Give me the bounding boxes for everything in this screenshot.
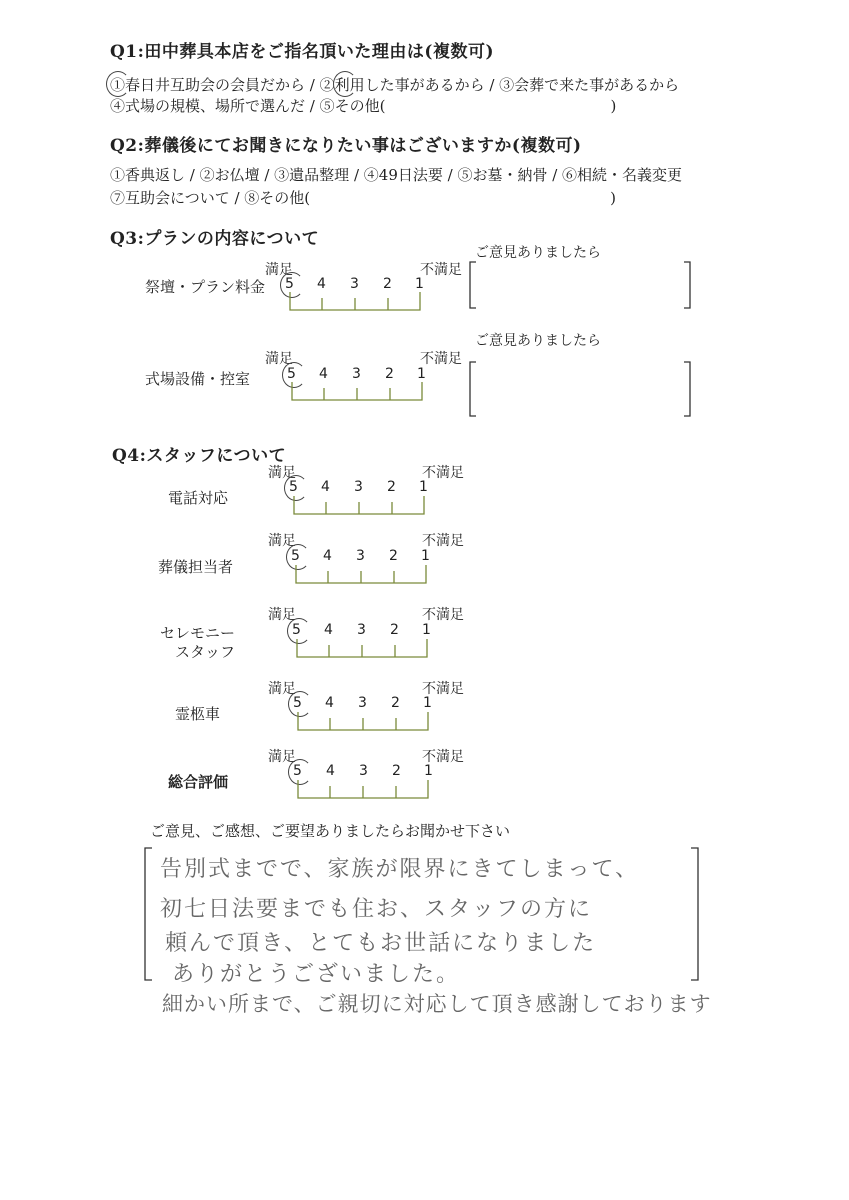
selection-circle-q1-1 xyxy=(106,71,130,97)
handwritten-line-5: 細かい所まで、ご親切に対応して頂き感謝しております xyxy=(162,992,712,1016)
q1-options-line1[interactable]: ①春日井互助会の会員だから / ②利用した事があるから / ③会葬で来た事があるから xyxy=(110,76,680,94)
comment-box-bracket[interactable] xyxy=(468,360,693,418)
rating-option-1[interactable]: 1 xyxy=(423,695,432,711)
rating-low-label: 不満足 xyxy=(422,533,464,549)
rating-low-label: 不満足 xyxy=(422,681,464,697)
rating-option-1[interactable]: 1 xyxy=(415,276,424,292)
rating-option-1[interactable]: 1 xyxy=(417,366,426,382)
rating-high-label: 満足 xyxy=(268,533,296,549)
rating-high-label: 満足 xyxy=(268,465,296,481)
rating-option-4[interactable]: 4 xyxy=(324,622,333,638)
rating-option-2[interactable]: 2 xyxy=(387,479,396,495)
rating-option-1[interactable]: 1 xyxy=(424,763,433,779)
rating-option-2[interactable]: 2 xyxy=(392,763,401,779)
rating-scale-bracket xyxy=(289,496,429,520)
rating-low-label: 不満足 xyxy=(420,351,462,367)
rating-label: 霊柩車 xyxy=(175,705,221,723)
handwritten-line-4: ありがとうございました。 xyxy=(172,962,461,987)
comment-box-bracket[interactable] xyxy=(468,260,693,310)
rating-option-2[interactable]: 2 xyxy=(389,548,398,564)
handwritten-line-1: 告別式までで、家族が限界にきてしまって、 xyxy=(160,857,640,882)
rating-option-5[interactable]: 5 xyxy=(287,366,296,382)
rating-scale-bracket xyxy=(293,712,433,736)
rating-label-line1: セレモニー xyxy=(160,624,236,642)
rating-label-line2: スタッフ xyxy=(175,643,236,661)
comments-prompt: ご意見、ご感想、ご要望ありましたらお聞かせ下さい xyxy=(150,822,511,840)
rating-option-4[interactable]: 4 xyxy=(319,366,328,382)
rating-scale-bracket xyxy=(292,639,432,663)
rating-option-3[interactable]: 3 xyxy=(356,548,365,564)
rating-high-label: 満足 xyxy=(268,749,296,765)
rating-high-label: 満足 xyxy=(268,681,296,697)
rating-high-label: 満足 xyxy=(265,262,293,278)
q2-options-line2[interactable]: ⑦互助会について / ⑧その他( ) xyxy=(110,189,616,207)
rating-option-4[interactable]: 4 xyxy=(326,763,335,779)
handwritten-line-3: 頼んで頂き、とてもお世話になりました xyxy=(165,931,597,956)
rating-low-label: 不満足 xyxy=(422,465,464,481)
rating-option-3[interactable]: 3 xyxy=(358,695,367,711)
rating-high-label: 満足 xyxy=(265,351,293,367)
q2-title: Q2:葬儀後にてお聞きになりたい事はございますか(複数可) xyxy=(110,136,582,156)
rating-option-5[interactable]: 5 xyxy=(289,479,298,495)
rating-option-5[interactable]: 5 xyxy=(293,695,302,711)
rating-label: 式場設備・控室 xyxy=(145,370,251,388)
rating-low-label: 不満足 xyxy=(422,607,464,623)
rating-scale-bracket xyxy=(293,780,433,804)
rating-label: 電話対応 xyxy=(168,489,229,507)
rating-label: 葬儀担当者 xyxy=(158,558,234,576)
comment-box-label: ご意見ありましたら xyxy=(475,245,601,261)
rating-option-2[interactable]: 2 xyxy=(391,695,400,711)
handwritten-line-2: 初七日法要までも住お、スタッフの方に xyxy=(160,897,593,922)
q3-title: Q3:プランの内容について xyxy=(110,229,320,249)
rating-option-3[interactable]: 3 xyxy=(352,366,361,382)
q2-options-line1[interactable]: ①香典返し / ②お仏壇 / ③遺品整理 / ④49日法要 / ⑤お墓・納骨 / ⑥相続・名義変更 xyxy=(110,166,683,184)
rating-option-4[interactable]: 4 xyxy=(321,479,330,495)
rating-scale-bracket xyxy=(285,292,425,316)
q4-title: Q4:スタッフについて xyxy=(112,446,287,466)
rating-option-4[interactable]: 4 xyxy=(317,276,326,292)
rating-option-4[interactable]: 4 xyxy=(325,695,334,711)
rating-option-3[interactable]: 3 xyxy=(354,479,363,495)
rating-option-1[interactable]: 1 xyxy=(422,622,431,638)
rating-option-3[interactable]: 3 xyxy=(350,276,359,292)
rating-option-2[interactable]: 2 xyxy=(385,366,394,382)
rating-low-label: 不満足 xyxy=(420,262,462,278)
comment-box-label: ご意見ありましたら xyxy=(475,333,601,349)
rating-option-5[interactable]: 5 xyxy=(293,763,302,779)
selection-circle-q1-2 xyxy=(333,71,357,97)
rating-option-1[interactable]: 1 xyxy=(421,548,430,564)
rating-label: 祭壇・プラン料金 xyxy=(145,278,266,296)
rating-label: 総合評価 xyxy=(168,773,229,791)
rating-option-5[interactable]: 5 xyxy=(292,622,301,638)
rating-option-5[interactable]: 5 xyxy=(285,276,294,292)
rating-option-4[interactable]: 4 xyxy=(323,548,332,564)
rating-low-label: 不満足 xyxy=(422,749,464,765)
q1-title: Q1:田中葬具本店をご指名頂いた理由は(複数可) xyxy=(110,42,494,62)
rating-option-2[interactable]: 2 xyxy=(383,276,392,292)
rating-high-label: 満足 xyxy=(268,607,296,623)
rating-option-1[interactable]: 1 xyxy=(419,479,428,495)
rating-scale-bracket xyxy=(287,382,427,406)
rating-scale-bracket xyxy=(291,565,431,589)
rating-option-3[interactable]: 3 xyxy=(359,763,368,779)
rating-option-5[interactable]: 5 xyxy=(291,548,300,564)
rating-option-3[interactable]: 3 xyxy=(357,622,366,638)
rating-option-2[interactable]: 2 xyxy=(390,622,399,638)
q1-options-line2[interactable]: ④式場の規模、場所で選んだ / ⑤その他( ) xyxy=(110,97,617,115)
